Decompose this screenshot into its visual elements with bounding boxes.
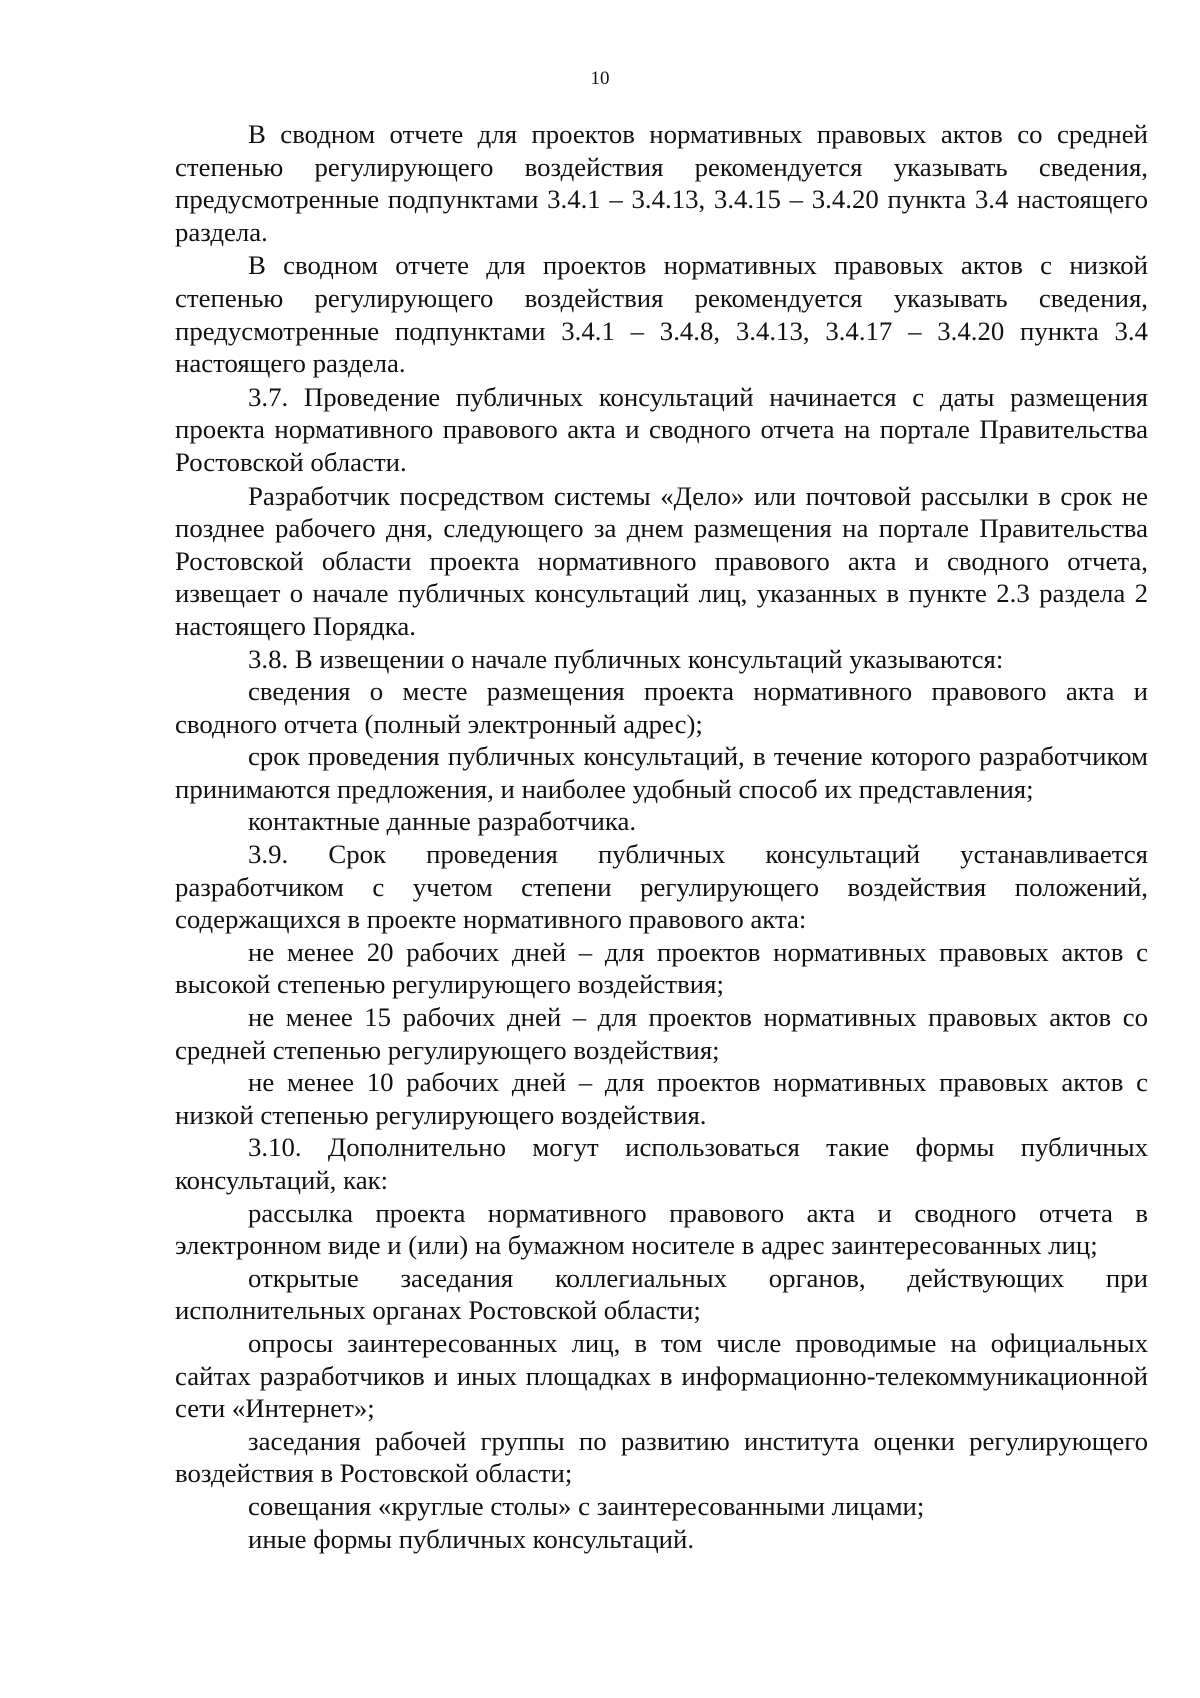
paragraph: 3.10. Дополнительно могут использоваться такие формы публичных консультаций, как:: [175, 1132, 1148, 1195]
page-number: 10: [590, 68, 610, 89]
paragraph: рассылка проекта нормативного правового акта и сводного отчета в электронном виде и (или) на бумажном носителе в адрес заинтересованных лиц;: [175, 1197, 1148, 1261]
paragraph: не менее 10 рабочих дней – для проектов нормативных правовых актов с низкой степенью регулирующего воздействия.: [175, 1067, 1148, 1130]
paragraph: Разработчик посредством системы «Дело» или почтовой рассылки в срок не позднее рабочего дня, следующего за днем размещения на портале Правительства Ростовской области проекта нормативного правового акта и сводного отчета, извещает о начале публичных консультаций лиц, указанных в пункте 2.3 раздела 2 настоящего Порядка.: [175, 480, 1148, 641]
paragraph: совещания «круглые столы» с заинтересованными лицами;: [248, 1490, 925, 1521]
paragraph: открытые заседания коллегиальных органов, действующих при исполнительных органах Ростовской области;: [175, 1262, 1148, 1326]
paragraph: срок проведения публичных консультаций, в течение которого разработчиком принимаются предложения, и наиболее удобный способ их представления;: [175, 741, 1148, 804]
paragraph: контактные данные разработчика.: [248, 806, 637, 837]
paragraph: 3.7. Проведение публичных консультаций начинается с даты размещения проекта нормативного правового акта и сводного отчета на портале Правительства Ростовской области.: [175, 381, 1148, 477]
document-body: [175, 118, 1148, 1555]
paragraph: заседания рабочей группы по развитию института оценки регулирующего воздействия в Ростовской области;: [175, 1425, 1148, 1489]
paragraph: не менее 20 рабочих дней – для проектов нормативных правовых актов с высокой степенью регулирующего воздействия;: [175, 936, 1148, 1000]
paragraph: иные формы публичных консультаций.: [248, 1523, 695, 1554]
paragraph: В сводном отчете для проектов нормативных правовых актов с низкой степенью регулирующего воздействия рекомендуется указывать сведения, предусмотренные подпунктами 3.4.1 – 3.4.8, 3.4.13, 3.4.17 – 3.4.20 пункта 3.4 настоящего раздела.: [175, 250, 1148, 379]
paragraph: В сводном отчете для проектов нормативных правовых актов со средней степенью регулирующего воздействия рекомендуется указывать сведения, предусмотренные подпунктами 3.4.1 – 3.4.13, 3.4.15 – 3.4.20 пункта 3.4 настоящего раздела.: [175, 119, 1148, 247]
paragraph: 3.8. В извещении о начале публичных консультаций указываются:: [248, 643, 1004, 674]
paragraph: 3.9. Срок проведения публичных консультаций устанавливается разработчиком с учетом степени регулирующего воздействия положений, содержащихся в проекте нормативного правового акта:: [175, 839, 1148, 935]
paragraph: не менее 15 рабочих дней – для проектов нормативных правовых актов со средней степенью регулирующего воздействия;: [175, 1002, 1148, 1065]
paragraph: сведения о месте размещения проекта нормативного правового акта и сводного отчета (полный электронный адрес);: [175, 676, 1148, 739]
paragraph: опросы заинтересованных лиц, в том числе проводимые на официальных сайтах разработчиков и иных площадках в информационно-телекоммуникационной сети «Интернет»;: [175, 1327, 1148, 1424]
